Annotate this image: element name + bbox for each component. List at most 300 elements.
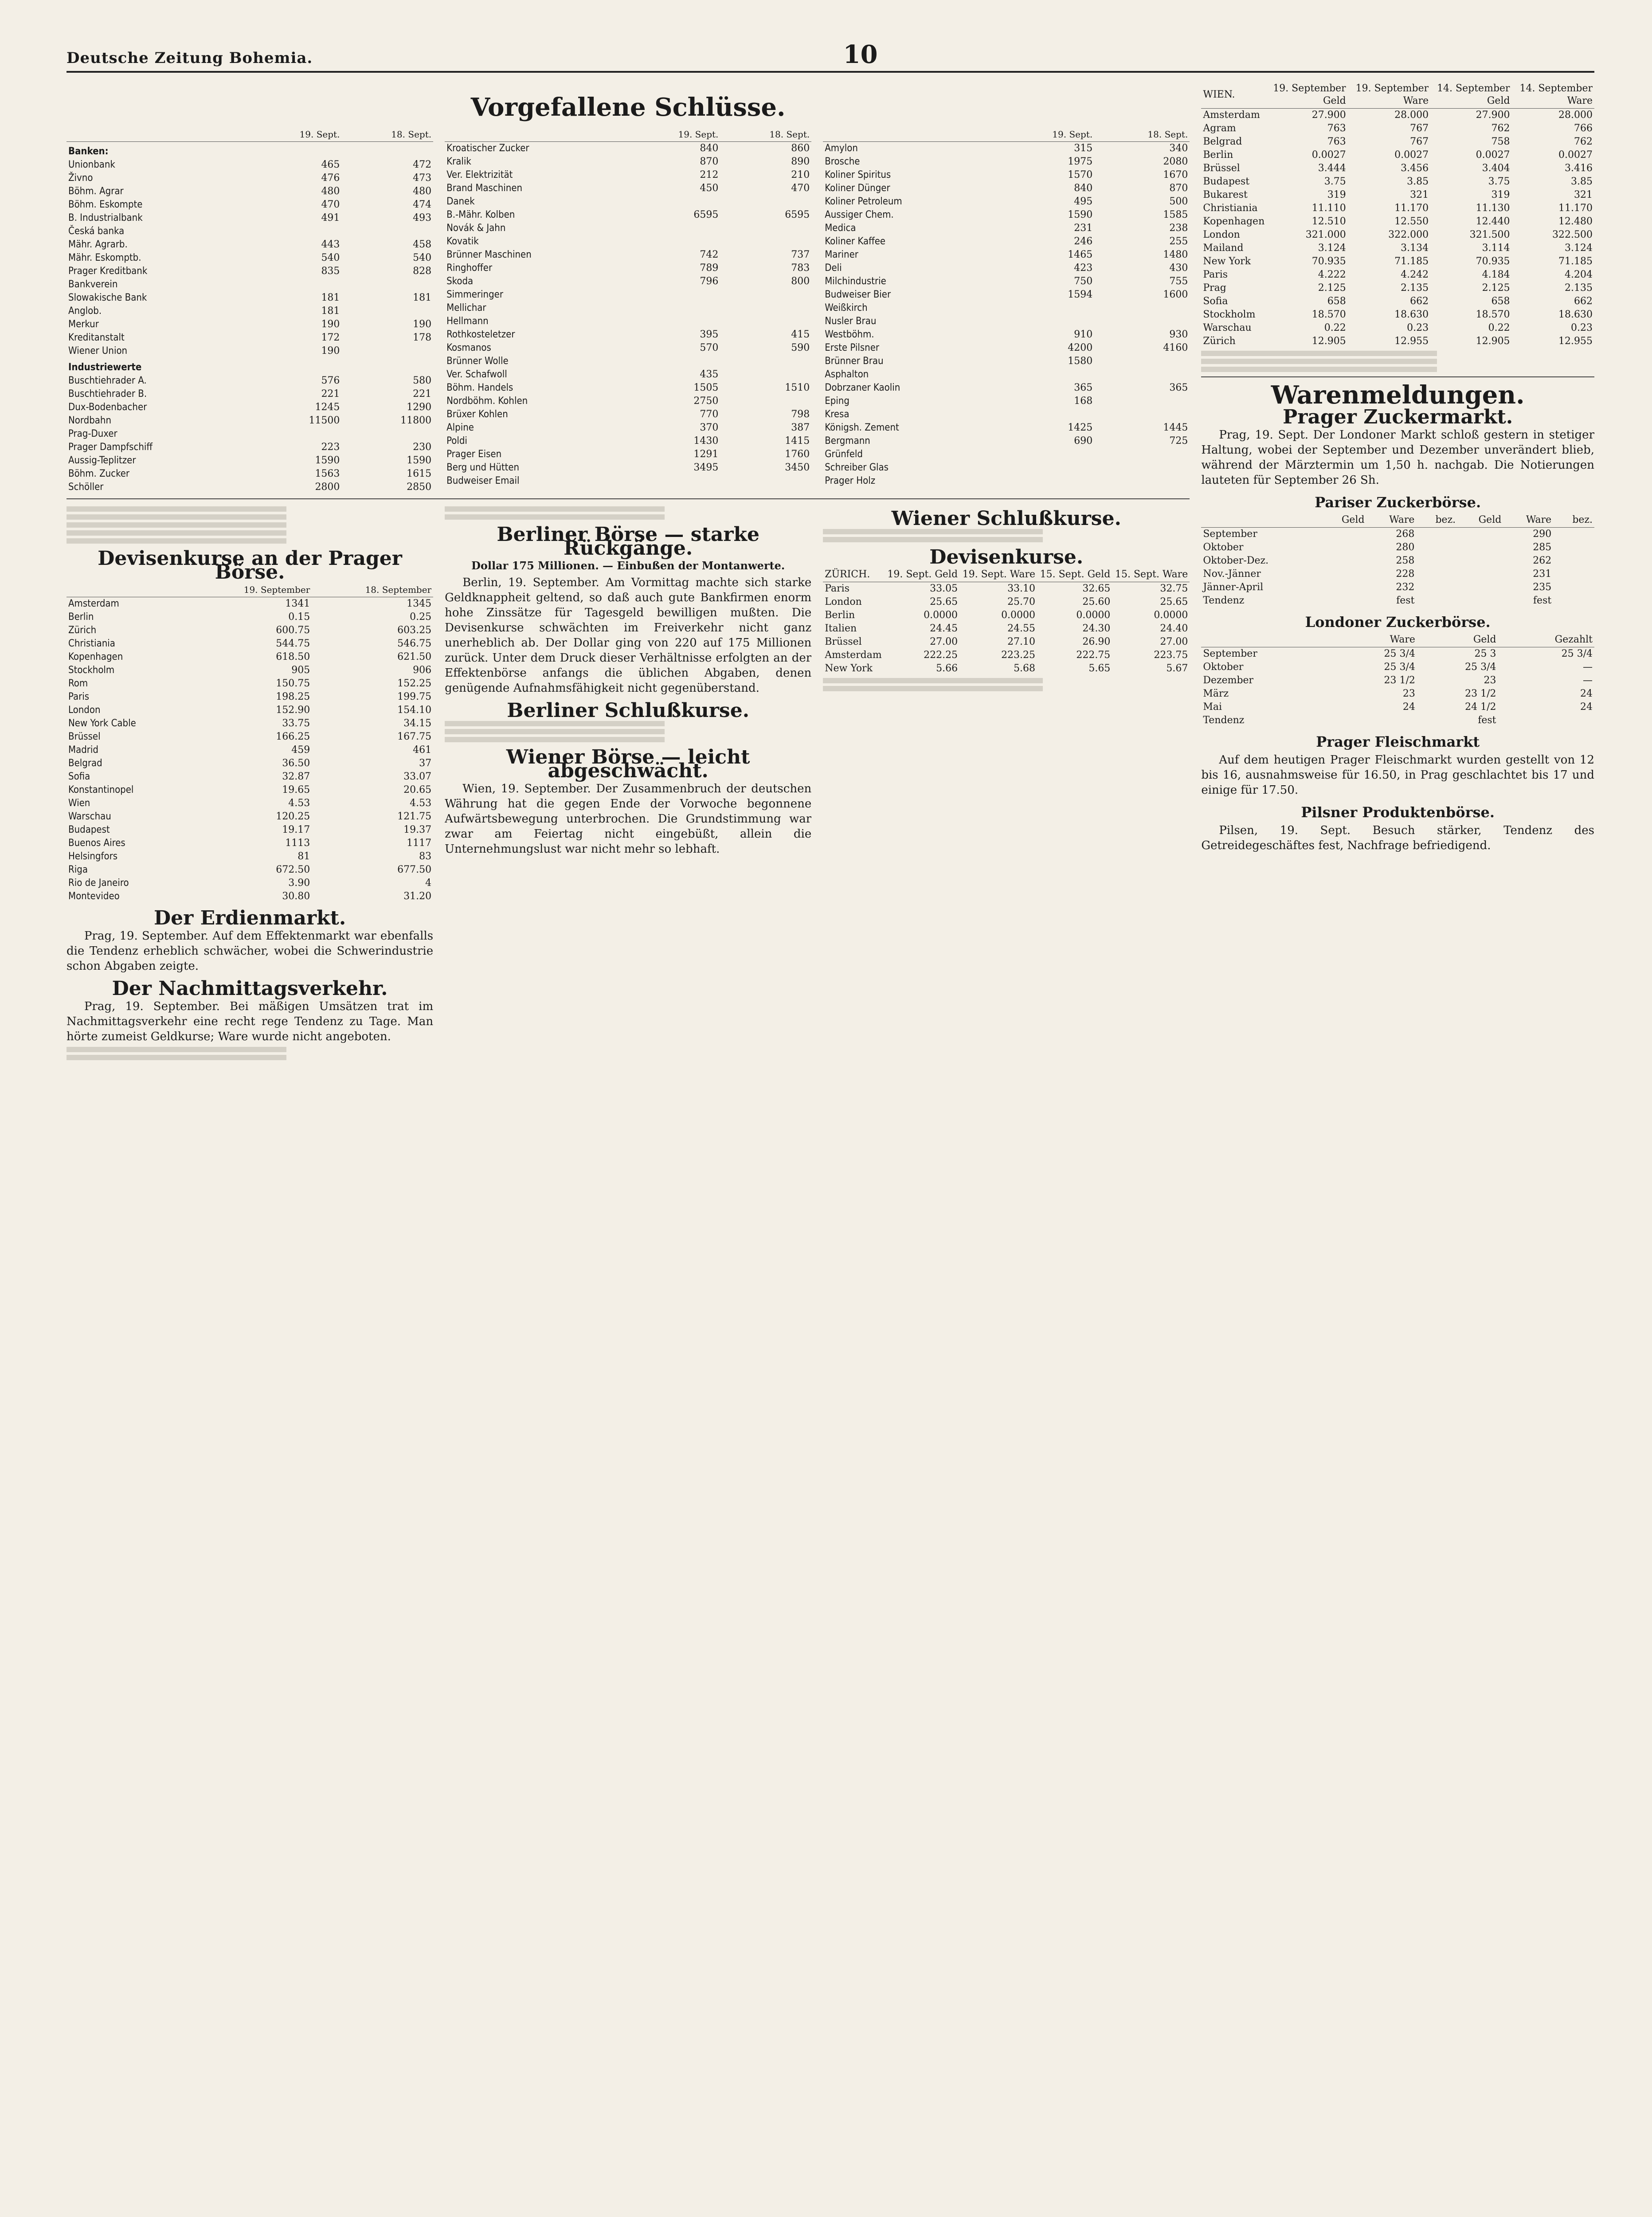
security-name: Riga [68,864,88,875]
row-value: 24 [1580,701,1593,713]
table-row [445,448,811,461]
table-row [823,595,1190,609]
price-previous: 190 [413,319,432,330]
price-today: 1594 [1068,289,1093,300]
row-label: Agram [1203,123,1236,134]
table-row [67,225,433,238]
price-today: 770 [700,409,719,420]
pilsen-text: Pilsen, 19. Sept. Besuch stärker, Tendenz des Getreidegeschäftes fest, Nachfrage befriedigend. [1201,824,1594,852]
row-value: 12.480 [1558,216,1593,227]
security-name: Berg und Hütten [446,462,520,473]
price-previous: 500 [1169,196,1188,207]
price-previous: 1445 [1163,422,1188,433]
price-previous [720,395,811,408]
price-today [629,302,720,315]
column-header: Gezahlt [1498,633,1594,647]
column-header: 14. September Ware [1512,82,1594,109]
security-name: Eping [825,396,849,407]
table-row [1201,661,1594,674]
table-header-row [1201,513,1594,528]
row-value: 12.955 [1394,336,1429,347]
row-label: Stockholm [1203,309,1256,320]
table-row [1201,228,1594,242]
price-previous: 33.07 [403,771,432,782]
table-row [67,331,433,345]
table-row [67,704,433,717]
table-row [1201,581,1594,594]
row-label: Berlin [825,610,855,621]
left-block [67,82,1190,1063]
row-value: 235 [1533,582,1552,593]
price-previous [720,474,811,488]
security-name: Kroatischer Zucker [446,143,529,154]
price-previous: 238 [1169,223,1188,234]
row-value: fest [1396,595,1415,606]
column-header: 19. September Geld [1266,82,1347,109]
row-value: 319 [1491,189,1510,200]
row-value: 0.22 [1324,322,1346,333]
price-previous [1094,474,1190,488]
prague-exchange-title: Devisenkurse an der Prager Börse. [98,547,402,584]
price-today: 1975 [1068,156,1093,167]
column-header: 18. Sept. [1094,127,1190,142]
table-row [67,401,433,414]
price-today: 4200 [1068,342,1093,353]
row-label: Kopenhagen [1203,216,1265,227]
price-previous: 20.65 [403,784,432,795]
security-name: Buschtiehrader B. [68,388,147,400]
table-row [445,395,811,408]
table-group-row [67,142,433,159]
table-row [445,248,811,262]
lower-col-1 [67,504,433,1063]
row-value [1457,541,1503,554]
prague-devisen-table [67,583,433,903]
row-label: Amsterdam [825,650,882,661]
security-name: Danek [446,196,475,207]
row-value: 319 [1327,189,1346,200]
table-row [67,388,433,401]
price-previous [720,288,811,302]
column-header: ZÜRICH. [823,568,885,582]
vienna-text: Wien, 19. September. Der Zusammenbruch der deutschen Währung hat die gegen Ende der Vorwoche begonnene Aufwärtsbewegung unterbrochen. Die Grundstimmung war zwar am Feiertag nicht eingebüßt, allein die Unternehmungslust war nicht mehr so lebhaft. [445,782,812,856]
security-name: Konstantinopel [68,784,134,795]
table-row [823,395,1190,408]
text-line [67,1055,433,1060]
row-value: 12.510 [1311,216,1346,227]
price-previous: 34.15 [403,718,432,729]
text-line [67,1047,433,1052]
row-value: 25.65 [1160,596,1188,607]
closing-trades-title: Vorgefallene Schlüsse. [470,93,786,122]
table-row [67,427,433,441]
row-value: 24 1/2 [1465,701,1496,713]
table-row [445,474,811,488]
price-previous: 473 [413,172,432,184]
table-row [445,142,811,156]
table-row [445,222,811,235]
row-label: Dezember [1203,675,1254,686]
table-row [823,474,1190,488]
security-name: Kresa [825,409,849,420]
security-name: London [68,705,101,716]
column-header: Geld [1457,513,1503,528]
table-row [67,837,433,850]
security-name: Merkur [68,319,99,330]
table-row [67,158,433,172]
table-row [1201,647,1594,661]
price-today: 570 [700,342,719,353]
row-value: 321.000 [1305,229,1346,240]
row-value: 27.10 [1007,636,1036,647]
text-line [445,729,811,734]
price-previous: 230 [413,442,432,453]
row-value: 0.0000 [1001,610,1036,621]
row-value: 2.125 [1318,282,1346,294]
row-value: 3.134 [1401,243,1429,254]
price-previous [720,222,811,235]
table-row [823,368,1190,381]
closing-table-2 [445,127,811,488]
closing-col-1 [67,127,433,494]
row-value: 3.456 [1401,163,1429,174]
table-row [1201,122,1594,135]
row-value [1553,554,1594,568]
column-header: 18. September [312,583,433,597]
price-today: 840 [1074,183,1093,194]
price-today: 470 [321,199,340,210]
sugar-market-title: Prager Zuckermarkt. [1283,406,1513,428]
row-value: 26.90 [1082,636,1111,647]
price-previous: 800 [791,276,810,287]
row-value: 32.75 [1160,583,1188,594]
row-value: 25 3 [1474,648,1496,659]
price-today [999,408,1094,421]
row-value: 23 [1402,688,1415,699]
price-previous: 167.75 [397,731,432,742]
row-label: Mai [1203,701,1222,713]
row-value: 231 [1533,568,1552,580]
row-value: 3.124 [1565,243,1593,254]
security-name: Dobrzaner Kaolin [825,382,900,393]
table-row [1201,687,1594,701]
price-previous: 580 [413,375,432,386]
paris-sugar-title: Pariser Zuckerbörse. [1315,494,1481,511]
column-header: 19. Sept. [999,127,1094,142]
price-today: 120.25 [276,811,310,822]
table-row [67,454,433,467]
price-today: 2750 [693,396,719,407]
table-row [823,315,1190,328]
row-value: 0.0000 [924,610,958,621]
row-label: New York [825,663,873,674]
price-today: 1425 [1068,422,1093,433]
table-row [67,770,433,783]
table-row [823,662,1190,675]
table-row [823,381,1190,395]
security-name: Rom [68,678,88,689]
row-label: Brüssel [825,636,862,647]
price-today [999,302,1094,315]
table-row [67,345,433,358]
table-row [823,262,1190,275]
security-name: Kovatik [446,236,479,247]
price-today: 198.25 [276,691,310,702]
table-row [823,182,1190,195]
table-row [67,185,433,198]
row-value: 12.955 [1558,336,1593,347]
price-previous [720,235,811,248]
row-value: 24.40 [1160,623,1188,634]
table-row [1201,295,1594,308]
row-value: 285 [1533,542,1552,553]
row-value: 268 [1396,529,1415,540]
price-today [629,288,720,302]
price-today: 221 [321,388,340,400]
price-previous: 474 [413,199,432,210]
price-today: 190 [321,345,340,356]
row-value: 3.444 [1318,163,1346,174]
row-value: 758 [1491,136,1510,147]
row-value: 762 [1574,136,1593,147]
price-today: 166.25 [276,731,310,742]
price-today: 450 [700,183,719,194]
row-value: 3.75 [1488,176,1510,187]
table-row [67,597,433,611]
price-today: 910 [1074,329,1093,340]
row-value: 25.60 [1082,596,1111,607]
security-name: Sofia [68,771,90,782]
row-value: 5.68 [1014,663,1036,674]
price-previous: 2080 [1163,156,1188,167]
security-name: Koliner Kaffee [825,236,886,247]
price-today: 576 [321,375,340,386]
price-today [629,195,720,208]
row-value [1320,568,1366,581]
text-line [1201,359,1594,364]
table-row [67,863,433,877]
divider [67,498,1190,499]
row-value: 3.114 [1482,243,1510,254]
row-label: Budapest [1203,176,1250,187]
column-header: Ware [1366,513,1417,528]
price-today: 3.90 [288,877,310,889]
row-value: 18.570 [1476,309,1510,320]
row-value [1457,568,1503,581]
price-previous: 31.20 [403,891,432,902]
table-row [823,195,1190,208]
text-line [1201,351,1594,356]
price-today: 4.53 [288,798,310,809]
row-value: 27.900 [1311,110,1346,121]
table-row [823,448,1190,461]
table-row [67,318,433,331]
price-today: 465 [321,159,340,170]
meat-text: Auf dem heutigen Prager Fleischmarkt wurden gestellt von 12 bis 16, ausnahmsweise für 16.50, in Prag geschlachtet bis 17 und einige für 17.50. [1201,753,1594,797]
row-value [1336,714,1417,727]
table-row [1201,568,1594,581]
row-value: 18.630 [1558,309,1593,320]
table-row [67,717,433,730]
row-label: Belgrad [1203,136,1242,147]
security-name: Wiener Union [68,345,128,356]
security-name: Mellichar [446,302,486,313]
price-previous [1094,302,1190,315]
table-row [1201,282,1594,295]
price-today: 690 [1074,435,1093,447]
price-today: 870 [700,156,719,167]
security-name: Warschau [68,811,111,822]
row-value [1553,528,1594,541]
price-previous: 152.25 [397,678,432,689]
table-row [67,238,433,251]
london-sugar-title: Londoner Zuckerbörse. [1305,614,1491,631]
table-header-row [823,568,1190,582]
price-previous: 121.75 [397,811,432,822]
table-row [67,664,433,677]
price-previous [1094,448,1190,461]
price-previous: 930 [1169,329,1188,340]
price-previous: 798 [791,409,810,420]
column-header [1201,633,1336,647]
security-name: Brand Maschinen [446,183,523,194]
row-label: September [1203,529,1257,540]
london-sugar-table [1201,633,1594,727]
column-header [67,127,250,142]
column-header: 19. Sept. Ware [959,568,1037,582]
row-value: 11.170 [1558,203,1593,214]
security-name: Weißkirch [825,302,868,313]
berlin-closing-title: Berliner Schlußkurse. [507,699,750,722]
price-today: 476 [321,172,340,184]
price-previous: 154.10 [397,705,432,716]
price-previous: 890 [791,156,810,167]
price-previous: 4160 [1163,342,1188,353]
table-row [67,198,433,212]
closing-col-2 [445,127,811,494]
table-row [823,408,1190,421]
row-value: 658 [1327,296,1346,307]
column-header [1201,513,1320,528]
column-header: 19. September Ware [1348,82,1430,109]
price-today: 212 [700,169,719,180]
table-row [67,890,433,903]
row-value: 2.125 [1482,282,1510,294]
table-row [445,275,811,288]
row-label: März [1203,688,1229,699]
row-label: Prag [1203,282,1226,294]
table-row [67,212,433,225]
price-previous [341,345,433,358]
row-value: 4.204 [1565,269,1593,280]
row-value: 662 [1410,296,1429,307]
table-row [67,783,433,797]
row-label: Brüssel [1203,163,1240,174]
table-row [445,168,811,182]
row-label: Christiania [1203,203,1258,214]
table-row [445,155,811,168]
price-previous: 737 [791,249,810,260]
afternoon-text: Prag, 19. September. Bei mäßigen Umsätzen trat im Nachmittagsverkehr eine recht rege Tendenz zu Tage. Man hörte zumeist Geldkurse; Ware wurde nicht angeboten. [67,1000,434,1043]
row-value [1320,541,1366,554]
price-previous: 546.75 [397,638,432,649]
security-name: B. Industrialbank [68,212,143,223]
price-previous: 1585 [1163,209,1188,220]
price-today: 600.75 [276,625,310,636]
security-name: Nordbahn [68,415,112,426]
row-label: Mailand [1203,243,1244,254]
row-value: 280 [1396,542,1415,553]
price-previous: 1670 [1163,169,1188,180]
price-previous: 1480 [1163,249,1188,260]
price-today: 1590 [315,455,340,466]
text-line [823,678,1190,683]
right-column [1201,82,1594,1063]
price-previous: 472 [413,159,432,170]
row-value: 71.185 [1394,256,1429,267]
price-today: 672.50 [276,864,310,875]
row-label: Paris [1203,269,1228,280]
security-name: Prag-Duxer [68,428,117,439]
column-header: WIEN. [1201,82,1266,109]
price-today: 81 [298,851,310,862]
security-name: Böhm. Handels [446,382,513,393]
column-header: bez. [1553,513,1594,528]
row-value: 290 [1533,529,1552,540]
row-label: Amsterdam [1203,110,1260,121]
price-previous: 210 [791,169,810,180]
price-previous: 4.53 [410,798,432,809]
price-today: 168 [1074,396,1093,407]
row-value: 0.0027 [1394,149,1429,161]
price-today: 1430 [693,435,719,447]
table-row [67,637,433,650]
security-name: Prager Dampfschiff [68,442,153,453]
row-value: 658 [1491,296,1510,307]
security-name: Erste Pilsner [825,342,880,353]
row-value: 0.22 [1488,322,1510,333]
row-label: Oktober [1203,662,1244,673]
price-today: 190 [321,319,340,330]
table-row [67,414,433,427]
security-name: Grünfeld [825,449,863,460]
row-value: 33.05 [930,583,958,594]
row-value: 3.124 [1318,243,1346,254]
price-previous: 677.50 [397,864,432,875]
price-today [999,474,1094,488]
column-header: Geld [1320,513,1366,528]
price-today: 315 [1074,143,1093,154]
price-previous [341,225,433,238]
price-today: 0.15 [288,611,310,623]
table-row [823,435,1190,448]
row-value: 223.75 [1154,650,1188,661]
security-name: Zürich [68,625,97,636]
price-previous: 906 [413,665,432,676]
row-value [1553,581,1594,594]
price-today: 459 [291,744,310,756]
table-row [67,850,433,863]
price-previous: 540 [413,252,432,263]
security-name: Christiania [68,638,115,649]
table-row [67,730,433,744]
security-name: Nusler Brau [825,316,877,327]
table-row [823,328,1190,341]
price-previous: 1600 [1163,289,1188,300]
column-header: 19. September [190,583,312,597]
text-line [823,686,1190,691]
text-line [445,737,811,742]
